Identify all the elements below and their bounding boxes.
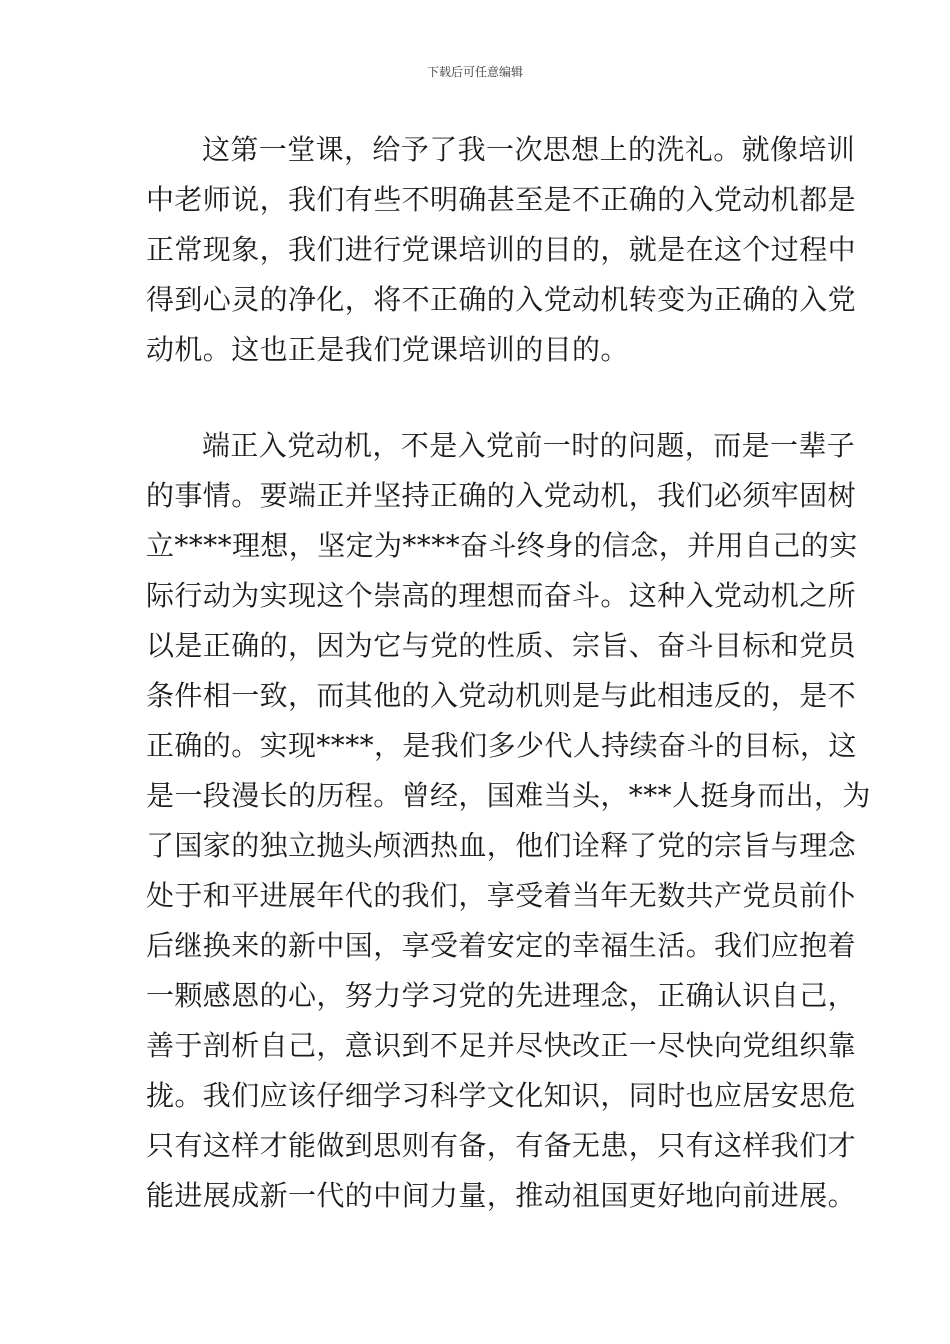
paragraph-line: 动机。这也正是我们党课培训的目的。	[146, 333, 629, 366]
paragraph-line: 端正入党动机，不是入党前一时的问题，而是一辈子	[202, 429, 856, 462]
page-header: 下载后可任意编辑	[426, 65, 523, 79]
paragraph-line: 得到心灵的净化，将不正确的入党动机转变为正确的入党	[146, 283, 857, 316]
paragraph-line: 条件相一致，而其他的入党动机则是与此相违反的，是不	[146, 679, 857, 712]
paragraph-line: 一颗感恩的心，努力学习党的先进理念，正确认识自己，	[146, 979, 857, 1012]
paragraph-line: 处于和平进展年代的我们，享受着当年无数共产党员前仆	[146, 879, 857, 912]
paragraph-2	[146, 421, 871, 1221]
paragraph-line: 拢。我们应该仔细学习科学文化知识，同时也应居安思危	[146, 1079, 857, 1112]
paragraph-line: 能进展成新一代的中间力量，推动祖国更好地向前进展。	[146, 1179, 857, 1212]
paragraph-line: 立****理想，坚定为****奋斗终身的信念，并用自己的实	[146, 529, 858, 562]
paragraph-line: 的事情。要端正并坚持正确的入党动机，我们必须牢固树	[146, 479, 857, 512]
paragraph-line: 了国家的独立抛头颅洒热血，他们诠释了党的宗旨与理念	[146, 829, 857, 862]
paragraph-line: 善于剖析自己，意识到不足并尽快改正一尽快向党组织靠	[146, 1029, 857, 1062]
paragraph-line: 后继换来的新中国，享受着安定的幸福生活。我们应抱着	[146, 929, 857, 962]
paragraph-line: 中老师说，我们有些不明确甚至是不正确的入党动机都是	[146, 183, 857, 216]
paragraph-line: 正常现象，我们进行党课培训的目的，就是在这个过程中	[146, 233, 857, 266]
paragraph-line: 正确的。实现****，是我们多少代人持续奋斗的目标，这	[146, 729, 857, 762]
paragraph-line: 只有这样才能做到思则有备，有备无患，只有这样我们才	[146, 1129, 857, 1162]
paragraph-line: 这第一堂课，给予了我一次思想上的洗礼。就像培训	[202, 133, 856, 166]
paragraph-line: 以是正确的，因为它与党的性质、宗旨、奋斗目标和党员	[146, 629, 857, 662]
paragraph-line: 是一段漫长的历程。曾经，国难当头，***人挺身而出，为	[146, 779, 871, 812]
paragraph-line: 际行动为实现这个崇高的理想而奋斗。这种入党动机之所	[146, 579, 857, 612]
paragraph-1	[146, 125, 857, 375]
